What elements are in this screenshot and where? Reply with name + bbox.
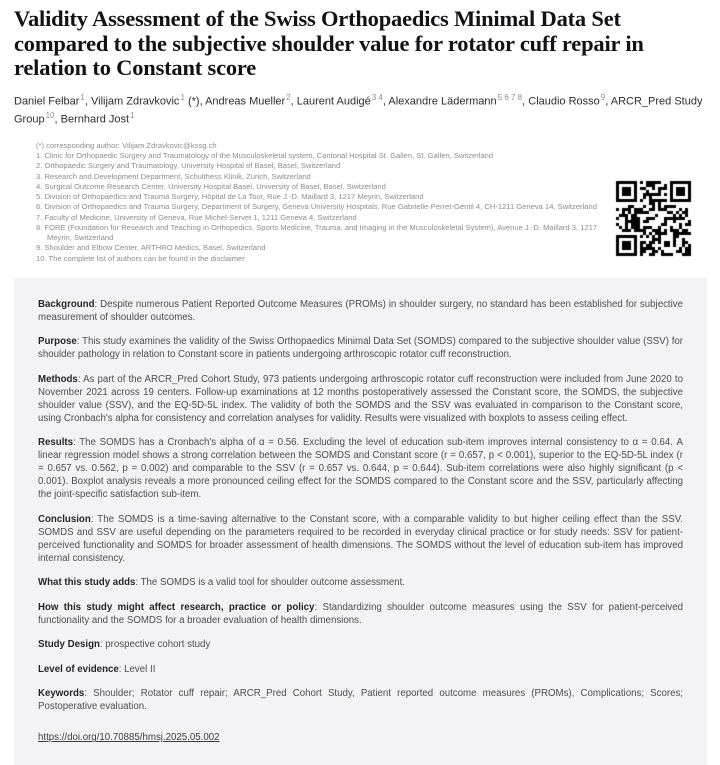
affiliation-line: 1. Clinic for Orthopaedic Surgery and Traumatology of the Musculoskeletal system, Cantonal Hospital St. Gallen, St. Gallen, Switzerland [36,151,494,161]
author-affiliation-superscript: 10 [45,110,55,120]
abstract-paragraph: Keywords: Shoulder; Rotator cuff repair; ARCR_Pred Cohort Study, Patient reported outcome measures (PROMs), Complications; Scores; Postoperative evaluation. [38,688,683,713]
abstract-section-label: Purpose [38,336,77,348]
affiliation-line: 4. Surgical Outcome Research Center, University Hospital Basel, University of Basel, Basel, Switzerland [36,181,386,191]
abstract-paragraph: Study Design: prospective cohort study [38,639,211,651]
abstract-paragraph: What this study adds: The SOMDS is a valid tool for shoulder outcome assessment. [38,577,405,589]
author-name: Daniel Felbar [14,95,80,108]
author-name: Andreas Mueller [205,95,286,108]
abstract-panel [14,278,707,765]
abstract-section-label: Background [38,298,95,310]
affiliation-line: 2. Orthopaedic Surgery and Traumatology, University Hospital of Basel, Basel, Switzerland [36,161,341,171]
qr-code-container [611,176,696,261]
affiliation-line: 3. Research and Development Department, Schulthess Klinik, Zurich, Switzerland [36,171,311,181]
author-name: ARCR_Pred Study Group [14,95,703,126]
qr-code-icon [613,178,694,259]
author-affiliation-superscript: 1 [180,92,185,102]
abstract-paragraph: Purpose: This study examines the validity of the Swiss Orthopaedics Minimal Data Set (SOMDS) compared to the subjective shoulder value (SSV) for shoulder pathology in relation to Constant score in patients undergoing arthroscopic rotator cuff reconstruction. [38,336,683,361]
author-list: Daniel Felbar$^1$, Vilijam Zdravkovic$^1$ (*), Andreas Mueller$^2$, Laurent Audigé$^{3 4}$, Alexandre Lädermann$^{5 6 7 8}$, Claudio Rosso$^9$, ARCR_Pred Study Group$^{10}$, Bernhard Jost$^1$ [14,92,703,126]
abstract-section-label: Conclusion [38,513,91,525]
author-name: Laurent Audigé [296,95,371,108]
author-affiliation-superscript: 1 [130,110,135,120]
affiliation-line: 10. The complete list of authors can be found in the disclaimer [36,253,245,263]
author-name: Bernhard Jost [60,113,130,126]
affiliation-line: (*) corresponding author: Vilijam.Zdravkovic@kssg.ch [36,140,217,150]
author-name: Alexandre Lädermann [388,95,497,108]
author-affiliation-superscript: 1 [80,92,85,102]
author-affiliation-superscript: 5 6 7 8 [497,92,523,102]
doi-row [38,727,683,745]
abstract-section-label: How this study might affect research, practice or policy [38,601,315,613]
abstract-paragraph: Level of evidence: Level II [38,663,156,675]
abstract-section-label: Keywords [38,688,85,700]
affiliation-line: 8. FORE (Foundation for Research and Teaching in Orthopedics, Sports Medicine, Trauma, and Imaging in the Musculoskeletal System), Avenue J.-D. Maillard 3, 1217 Meyrin, Switzerland [36,222,598,243]
doi-link[interactable]: https://doi.org/10.70885/hmsj.2025.05.002 [38,732,220,744]
author-affiliation-superscript: 9 [600,92,606,102]
affiliation-line: 6. Division of Orthopaedics and Trauma Surgery, Department of Surgery, Geneva University Hospitals, Rue Gabrielle-Perret-Gentil 4, CH-1211 Geneva 14, Switzerland [36,202,597,212]
abstract-section-label: Results [38,437,73,449]
affiliation-list [36,141,602,264]
author-affiliation-superscript: 3 4 [371,92,383,102]
affiliation-line: 9. Shoulder and Elbow Center, ARTHRO Medics, Basel, Switzerland [36,243,266,253]
abstract-paragraph: Conclusion: The SOMDS is a time-saving alternative to the Constant score, with a comparable validity to but higher ceiling effect than the SSV. SOMDS and SSV are useful depending on the parameters required to be recorded in everyday clinical practice or for study needs: SSV for patient-perceived functionality and SOMDS for broader assessment of health dimensions. The SOMDS without the level of education sub-item has improved internal consistency. [38,513,683,564]
abstract-body [38,298,683,714]
author-name: Claudio Rosso [528,95,600,108]
author-affiliation-superscript: 2 [286,92,291,102]
abstract-section-label: Level of evidence [38,663,119,675]
abstract-paragraph: Results: The SOMDS has a Cronbach's alpha of α = 0.56. Excluding the level of education sub-item improves internal consistency to α = 0.64. A linear regression model shows a strong correlation between the SOMDS and Constant score (r = 0.657, p < 0.001), superior to the EQ-5D-5L index (r = 0.657 vs. 0.562, p = 0.002) and comparable to the SSV (r = 0.657 vs. 0.644, p = 0.644). Sub-item correlations were also highly significant (p < 0.001). Boxplot analysis reveals a more pronounced ceiling effect for the SOMDS compared to the Constant score and the SSV, particularly affecting the joint-specific satisfaction sub-item. [38,437,683,501]
affiliation-line: 5. Division of Orthopaedics and Trauma Surgery, Hôpital de La Tour, Rue J.-D. Maillard 3, 1217 Meyrin, Switzerland [36,192,424,202]
abstract-paragraph: How this study might affect research, practice or policy: Standardizing shoulder outcome measures using the SSV for patient-perceived functionality and the SOMDS for a broader evaluation of health dimensions. [38,601,683,626]
abstract-section-label: Methods [38,373,78,385]
abstract-paragraph: Methods: As part of the ARCR_Pred Cohort Study, 973 patients undergoing arthroscopic rotator cuff reconstruction were included from June 2020 to November 2021 across 19 centers. Follow-up examinations at 12 months postoperatively assessed the Constant score, the SOMDS, the subjective shoulder value (SSV), and the EQ-5D-5L index. The validity of both the SOMDS and the SSV was evaluated in comparison to the Constant score, using Cronbach's alpha for consistency and correlation analyses for validity. Results were visualized with boxplots to assess ceiling effect. [38,373,683,424]
affiliation-line: 7. Faculty of Medicine, University of Geneva, Rue Michel-Servet 1, 1211 Geneva 4, Switzerland [36,212,357,222]
abstract-section-label: What this study adds [38,577,136,589]
abstract-section-label: Study Design [38,639,100,651]
abstract-paragraph: Background: Despite numerous Patient Reported Outcome Measures (PROMs) in shoulder surgery, no standard has been established for subjective measurement of shoulder outcomes. [38,298,683,323]
author-name: Vilijam Zdravkovic [91,95,180,108]
paper-title: Validity Assessment of the Swiss Orthopaedics Minimal Data Set compared to the subjective shoulder value for rotator cuff repair in relation to Constant score [14,6,644,81]
